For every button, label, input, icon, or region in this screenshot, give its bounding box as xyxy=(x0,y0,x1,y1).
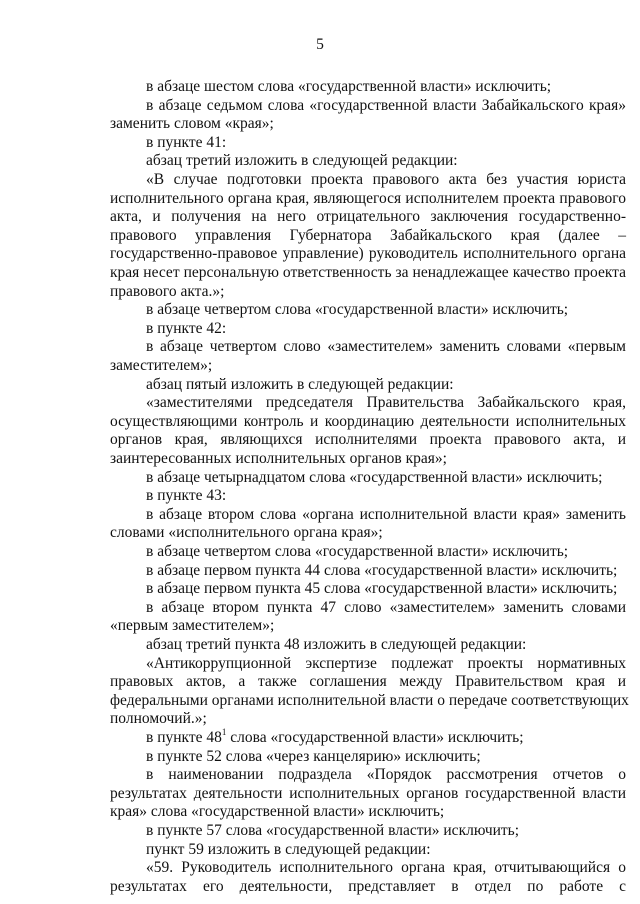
text-line: в абзаце шестом слова «государственной власти» исключить; xyxy=(146,78,552,95)
text-line: абзац третий изложить в следующей редакции: xyxy=(146,152,458,170)
text-line: «первым заместителем»; xyxy=(110,617,275,635)
text-line: органов края, являющихся исполнителями проекта правового акта, и xyxy=(110,431,626,449)
text-line: в абзаце четырнадцатом слова «государственной власти» исключить; xyxy=(146,468,603,486)
text-line xyxy=(146,726,626,746)
superscript: 1 xyxy=(221,726,227,737)
text-line: в наименовании подраздела «Порядок рассмотрения отчетов о xyxy=(146,766,626,784)
text-line: в абзаце втором слова «органа исполнительной власти края» заменить xyxy=(146,505,626,523)
text-line: правового управления Губернатора Забайкальского края (далее – xyxy=(110,226,626,244)
text-line: края несет персональную ответственность за ненадлежащее качество проекта xyxy=(110,264,626,281)
text-line: полномочий.»; xyxy=(110,710,207,728)
text-line: в абзаце седьмом слова «государственной власти Забайкальского края» xyxy=(146,96,626,114)
text-line: акта, и получения на него отрицательного заключения государственно- xyxy=(110,208,626,226)
text-line: в пункте 57 слова «государственной власти» исключить; xyxy=(146,822,520,839)
page-number: 5 xyxy=(316,36,324,53)
text-line: заменить словом «края»; xyxy=(110,115,274,133)
text-line: абзац третий пункта 48 изложить в следующей редакции: xyxy=(146,636,527,653)
text-line: правового акта.»; xyxy=(110,282,225,300)
text-line: в абзаце четвертом слова «государственной власти» исключить; xyxy=(146,301,569,319)
text-line: края» слова «государственной власти» исключить; xyxy=(110,803,445,821)
text-line: «59. Руководитель исполнительного органа края, отчитывающийся о xyxy=(146,859,626,877)
text-line: в пункте 43: xyxy=(146,487,227,505)
text-line: в абзаце первом пункта 44 слова «государственной власти» исключить; xyxy=(146,561,618,579)
text-line: в пункте 52 слова «через канцелярию» исключить; xyxy=(146,747,481,765)
text-line: осуществляющими контроль и координацию деятельности исполнительных xyxy=(110,412,626,430)
text-line: исполнительного органа края, являющегося исполнителем проекта правового xyxy=(110,189,626,207)
text-line: словами «исполнительного органа края»; xyxy=(110,524,383,542)
text-line: результатах деятельности исполнительных органов государственной власти xyxy=(110,784,626,802)
text-line: «В случае подготовки проекта правового акта без участия юриста xyxy=(146,171,626,188)
text-line: «заместителями председателя Правительства Забайкальского края, xyxy=(146,394,626,412)
text-line: пункт 59 изложить в следующей редакции: xyxy=(146,840,431,858)
text-line: федеральными органами исполнительной власти о передаче соответствующих xyxy=(110,691,629,709)
text-line: в абзаце первом пункта 45 слова «государственной власти» исключить; xyxy=(146,580,618,598)
text-line: государственно-правовое управление) руководитель исполнительного органа xyxy=(110,245,626,263)
text-line: правовых актов, а также соглашения между Правительством края и xyxy=(110,673,626,691)
text-line-part: в пункте 48 xyxy=(146,729,222,746)
text-line: в абзаце четвертом слово «заместителем» заменить словами «первым xyxy=(146,338,626,356)
text-line: результатах его деятельности, представляет в отдел по работе с xyxy=(110,877,626,895)
text-line: «Антикоррупционной экспертизе подлежат проекты нормативных xyxy=(146,654,626,672)
text-line: заместителем»; xyxy=(110,357,213,374)
text-line: заинтересованных исполнительных органов края»; xyxy=(110,450,447,467)
text-line-part: слова «государственной власти» исключить; xyxy=(226,729,524,746)
text-line: в абзаце четвертом слова «государственной власти» исключить; xyxy=(146,543,569,560)
text-line: в пункте 41: xyxy=(146,133,227,151)
text-line: в пункте 42: xyxy=(146,319,227,337)
text-line: в абзаце втором пункта 47 слово «заместителем» заменить словами xyxy=(146,598,626,616)
text-line: абзац пятый изложить в следующей редакции: xyxy=(146,375,454,393)
